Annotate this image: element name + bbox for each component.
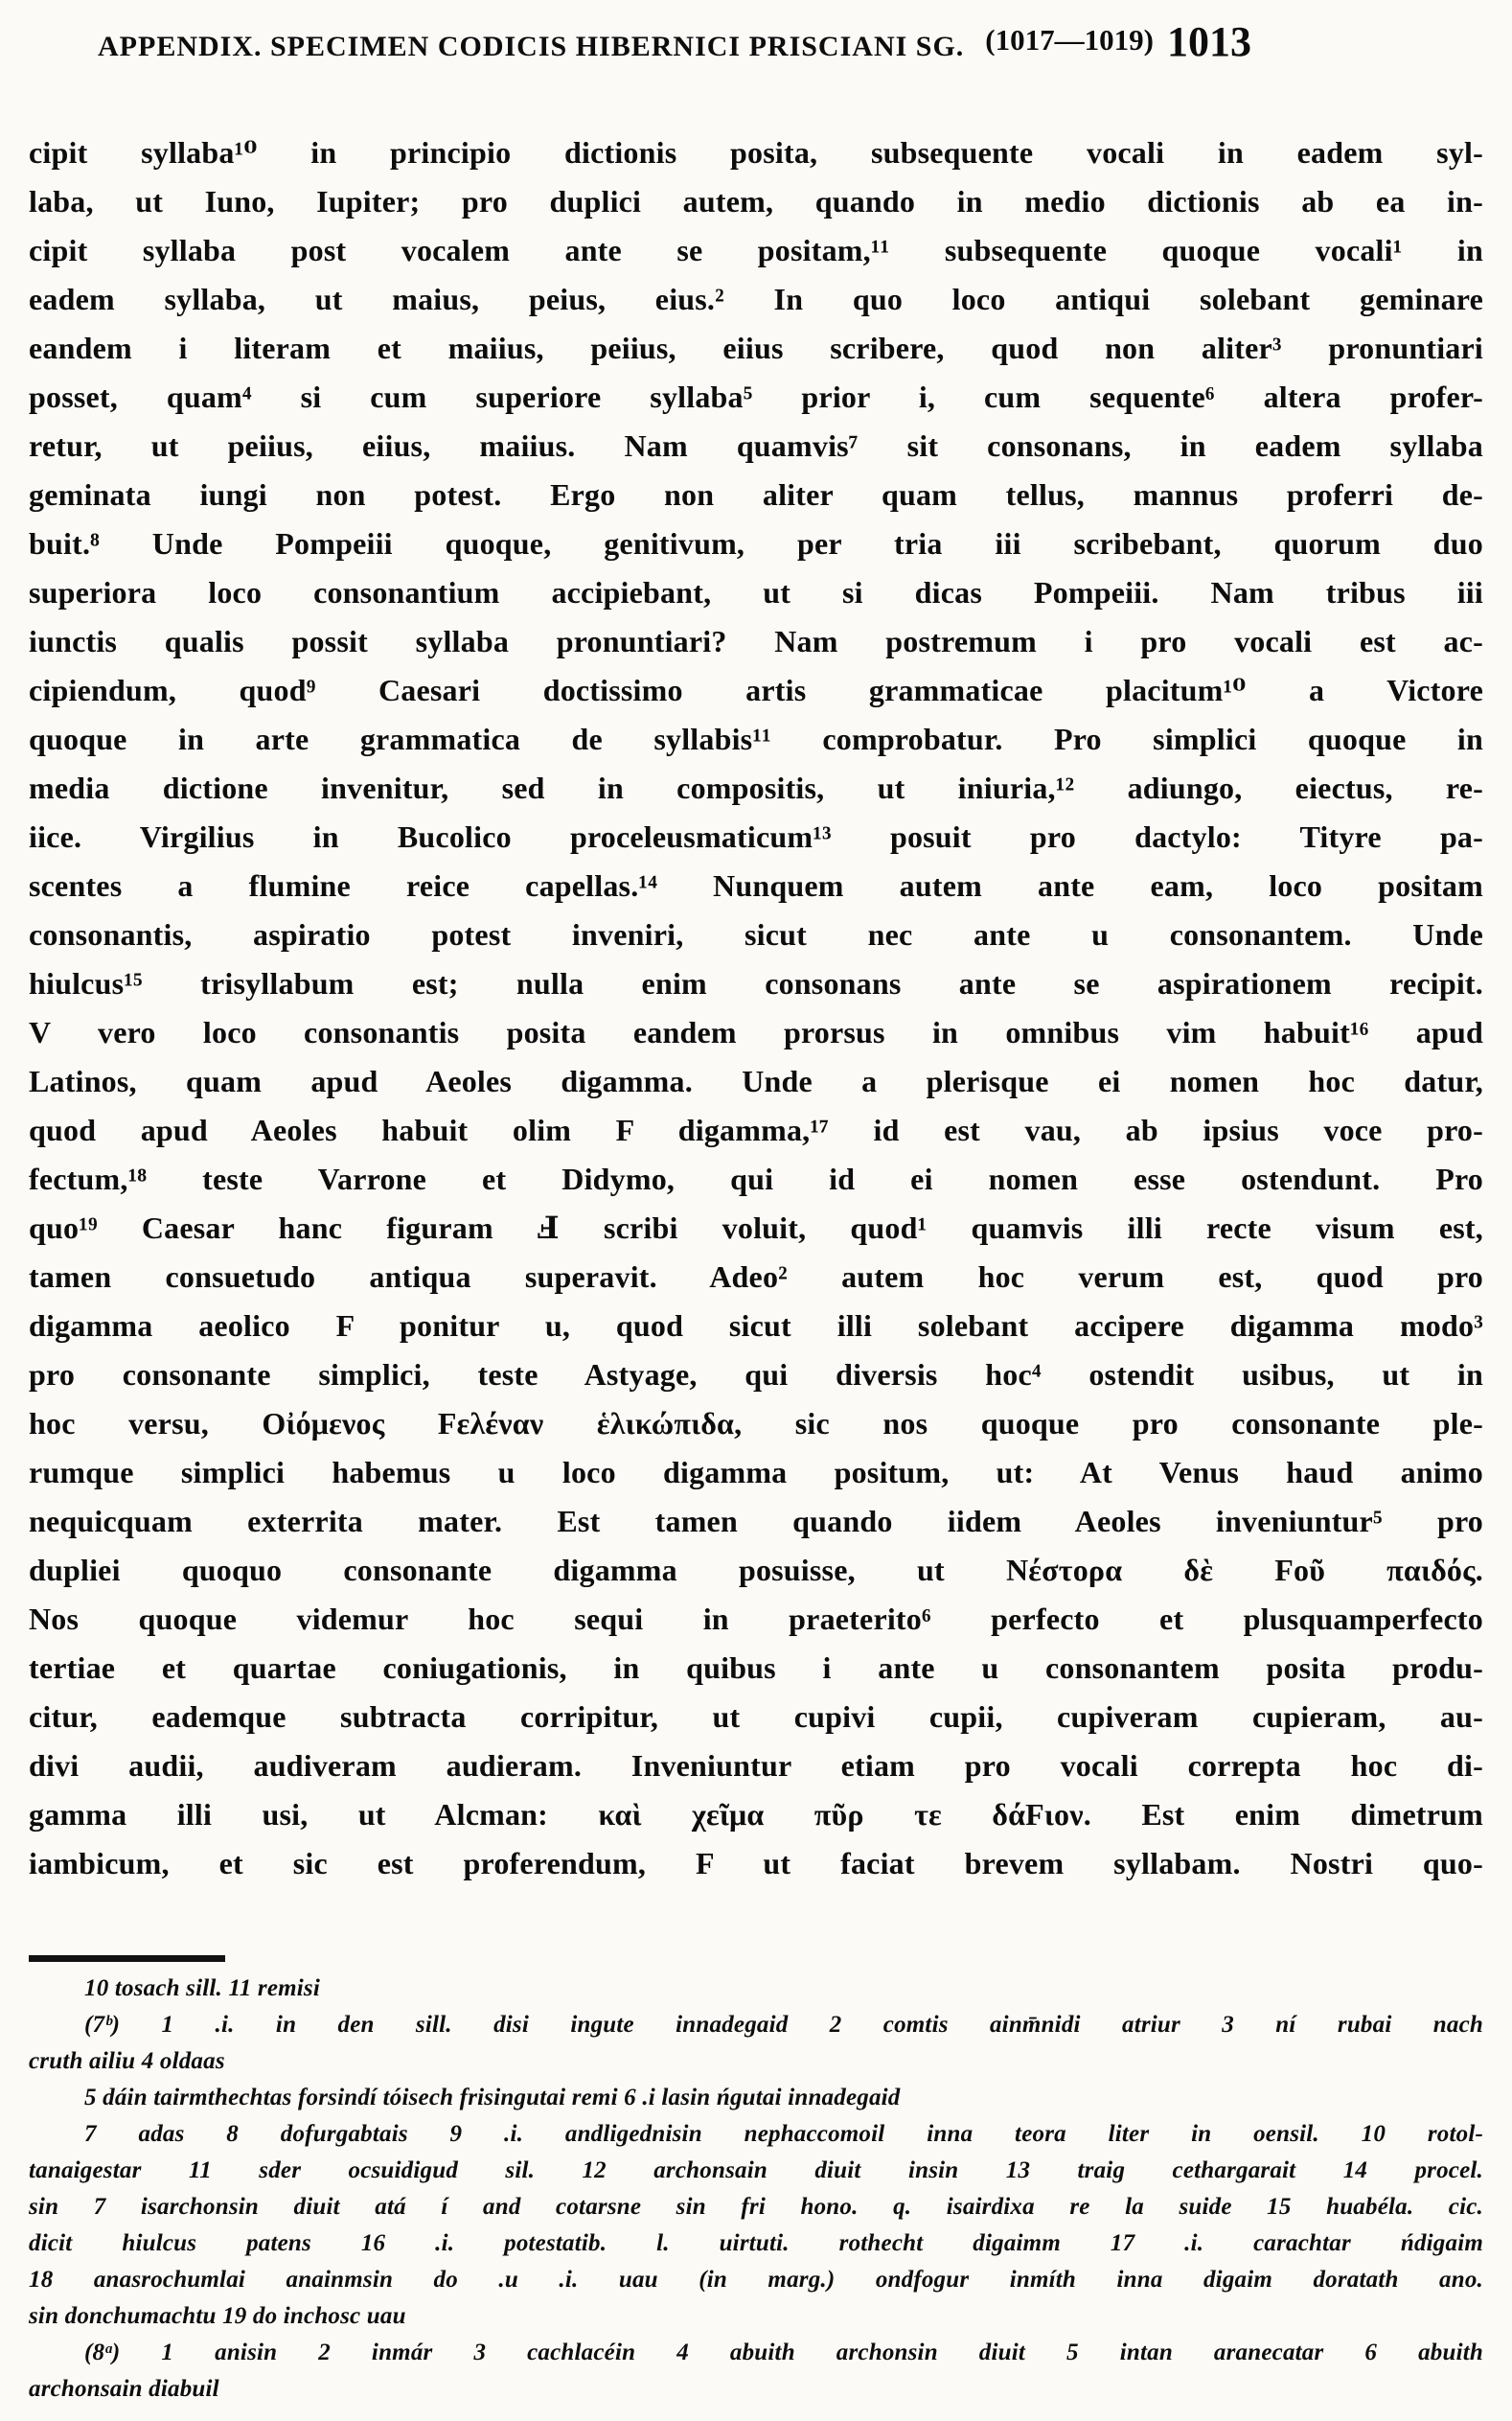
text-line: eandem i literam et maiius, peiius, eiius scribere, quod non aliter³ pronuntiari <box>29 331 1483 365</box>
footnote-line: tanaigestar 11 sder ocsuidigud sil. 12 archonsain diuit insin 13 traig cethargarait 14 procel. <box>29 2157 1483 2183</box>
footnote-line: (7ᵇ) 1 .i. in den sill. disi ingute innadegaid 2 comtis ainm̄nidi atriur 3 ní rubai nach <box>84 2012 1483 2038</box>
text-line: Nos quoque videmur hoc sequi in praeterito⁶ perfecto et plusquamperfecto <box>29 1602 1483 1636</box>
footnote-line: archonsain diabuil <box>29 2376 219 2402</box>
footnote-line: 5 dáin tairmthechtas forsindí tóisech frisingutai remi 6 .i lasin ńgutai innadegaid <box>84 2085 901 2110</box>
text-line: citur, eademque subtracta corripitur, ut cupivi cupii, cupiveram cupieram, au- <box>29 1699 1483 1734</box>
text-line: superiora loco consonantium accipiebant, ut si dicas Pompeiii. Nam tribus iii <box>29 575 1483 610</box>
text-line: rumque simplici habemus u loco digamma positum, ut: At Venus haud animo <box>29 1455 1483 1489</box>
footnote-line: (8ᵃ) 1 anisin 2 inmár 3 cachlacéin 4 abuith archonsin diuit 5 intan aranecatar 6 abuith <box>84 2340 1483 2365</box>
running-header <box>29 17 1483 67</box>
text-line: eadem syllaba, ut maius, peius, eius.² In quo loco antiqui solebant geminare <box>29 282 1483 316</box>
text-line: cipiendum, quod⁹ Caesari doctissimo artis grammaticae placitum¹⁰ a Victore <box>29 673 1483 707</box>
text-line: Latinos, quam apud Aeoles digamma. Unde a plerisque ei nomen hoc datur, <box>29 1064 1483 1098</box>
footnote-line: cruth ailiu 4 oldaas <box>29 2048 225 2074</box>
text-line: iambicum, et sic est proferendum, F ut faciat brevem syllabam. Nostri quo- <box>29 1846 1483 1880</box>
text-line: dupliei quoquo consonante digamma posuisse, ut Νέστορα δὲ Fοῦ παιδός. <box>29 1553 1483 1587</box>
page-number: 1013 <box>1166 18 1251 65</box>
header-folio-range: (1017—1019) <box>985 23 1154 57</box>
text-line: cipit syllaba¹⁰ in principio dictionis posita, subsequente vocali in eadem syl- <box>29 135 1483 170</box>
text-line: iice. Virgilius in Bucolico proceleusmaticum¹³ posuit pro dactylo: Tityre pa- <box>29 819 1483 854</box>
text-line: laba, ut Iuno, Iupiter; pro duplici autem, quando in medio dictionis ab ea in- <box>29 184 1483 219</box>
footnote-line: 10 tosach sill. 11 remisi <box>84 1975 321 2001</box>
text-line: geminata iungi non potest. Ergo non aliter quam tellus, mannus proferri de- <box>29 477 1483 512</box>
footnotes-block <box>29 1971 1483 2408</box>
footnote-separator <box>29 1955 225 1962</box>
text-line: fectum,¹⁸ teste Varrone et Didymo, qui id ei nomen esse ostendunt. Pro <box>29 1162 1483 1196</box>
text-line: quod apud Aeoles habuit olim F digamma,¹⁷ id est vau, ab ipsius voce pro- <box>29 1113 1483 1147</box>
text-line: posset, quam⁴ si cum superiore syllaba⁵ prior i, cum sequente⁶ altera profer- <box>29 380 1483 414</box>
text-line: V vero loco consonantis posita eandem prorsus in omnibus vim habuit¹⁶ apud <box>29 1015 1483 1049</box>
text-line: iunctis qualis possit syllaba pronuntiari? Nam postremum i pro vocali est ac- <box>29 624 1483 658</box>
text-line: pro consonante simplici, teste Astyage, qui diversis hoc⁴ ostendit usibus, ut in <box>29 1357 1483 1392</box>
text-line: scentes a flumine reice capellas.¹⁴ Nunquem autem ante eam, loco positam <box>29 868 1483 903</box>
text-line: quoque in arte grammatica de syllabis¹¹ comprobatur. Pro simplici quoque in <box>29 722 1483 756</box>
footnote-line: 7 adas 8 dofurgabtais 9 .i. andligednisin nephaccomoil inna teora liter in oensil. 10 rotol- <box>84 2121 1483 2147</box>
text-line: quo¹⁹ Caesar hanc figuram Ⅎ scribi voluit, quod¹ quamvis illi recte visum est, <box>29 1210 1483 1245</box>
text-line: media dictione invenitur, sed in compositis, ut iniuria,¹² adiungo, eiectus, re- <box>29 771 1483 805</box>
footnote-line: sin donchumachtu 19 do inchosc uau <box>29 2303 406 2329</box>
text-line: retur, ut peiius, eiius, maiius. Nam quamvis⁷ sit consonans, in eadem syllaba <box>29 428 1483 463</box>
text-line: tamen consuetudo antiqua superavit. Adeo² autem hoc verum est, quod pro <box>29 1259 1483 1294</box>
text-line: cipit syllaba post vocalem ante se positam,¹¹ subsequente quoque vocali¹ in <box>29 233 1483 267</box>
text-line: buit.⁸ Unde Pompeiii quoque, genitivum, per tria iii scribebant, quorum duo <box>29 526 1483 561</box>
text-line: nequicquam exterrita mater. Est tamen quando iidem Aeoles inveniuntur⁵ pro <box>29 1504 1483 1538</box>
text-line: digamma aeolico F ponitur u, quod sicut illi solebant accipere digamma modo³ <box>29 1308 1483 1343</box>
footnote-line: dicit hiulcus patens 16 .i. potestatib. l. uirtuti. rothecht digaimm 17 .i. carachtar ńdigaim <box>29 2230 1483 2256</box>
main-text-block <box>29 128 1483 1888</box>
footnote-line: 18 anasrochumlai anainmsin do .u .i. uau (in marg.) ondfogur inmíth inna digaim doratath ano. <box>29 2267 1483 2293</box>
text-line: divi audii, audiveram audieram. Inveniuntur etiam pro vocali correpta hoc di- <box>29 1748 1483 1783</box>
text-line: gamma illi usi, ut Alcman: καὶ χεῖμα πῦρ τε δάFιον. Est enim dimetrum <box>29 1797 1483 1832</box>
footnote-line: sin 7 isarchonsin diuit atá í and cotarsne sin fri hono. q. isairdixa re la suide 15 huabéla. cic. <box>29 2194 1483 2220</box>
text-line: consonantis, aspiratio potest inveniri, sicut nec ante u consonantem. Unde <box>29 917 1483 952</box>
text-line: hiulcus¹⁵ trisyllabum est; nulla enim consonans ante se aspirationem recipit. <box>29 966 1483 1001</box>
text-line: tertiae et quartae coniugationis, in quibus i ante u consonantem posita produ- <box>29 1650 1483 1685</box>
header-title: APPENDIX. SPECIMEN CODICIS HIBERNICI PRISCIANI SG. <box>98 31 965 62</box>
text-line: hoc versu, Οἰόμενος Fελέναν ἑλικώπιδα, sic nos quoque pro consonante ple- <box>29 1406 1483 1441</box>
